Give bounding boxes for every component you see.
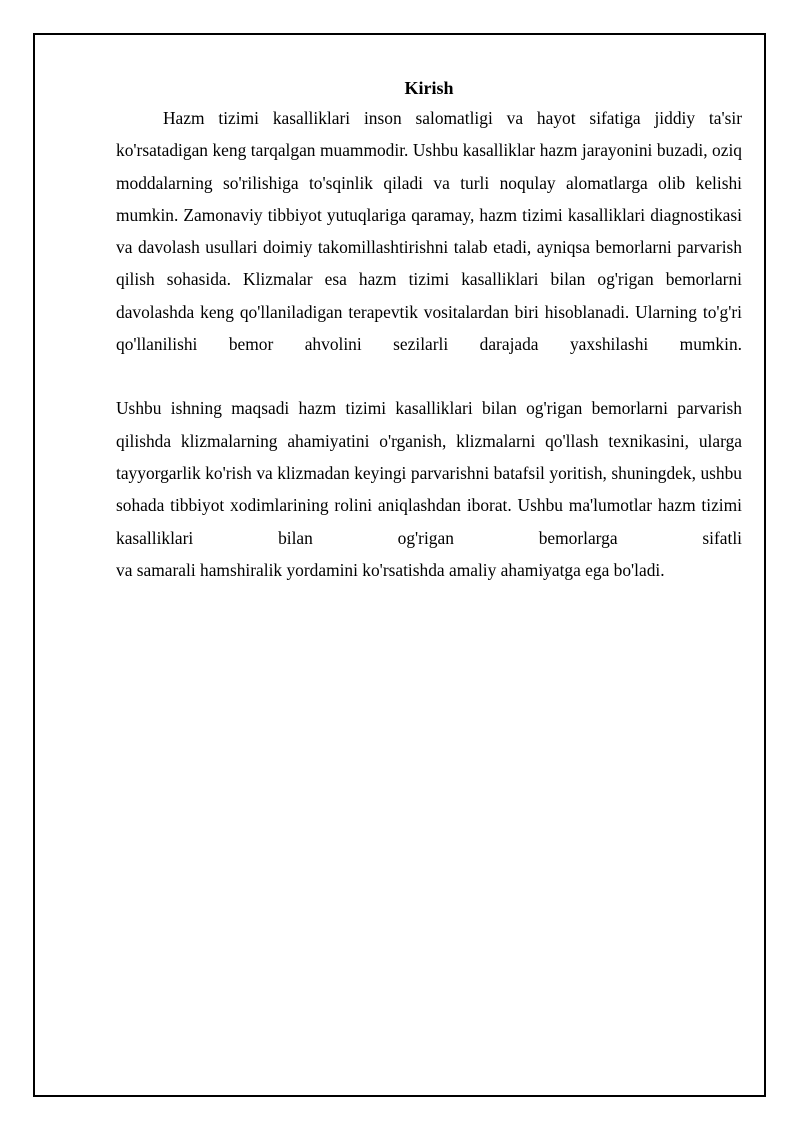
paragraph-objective-body: Ushbu ishning maqsadi hazm tizimi kasalliklari bilan og'rigan bemorlarni parvarish qilishda klizmalarning ahamiyatini o'rganish, klizmalarni qo'llash texnikasini, ularga tayyorgarlik ko'rish va klizmadan keyingi parvarishni batafsil yoritish, shuningdek, ushbu sohada tibbiyot xodimlarining rolini aniqlashdan iborat. Ushbu ma'lumotlar hazm tizimi kasalliklari bilan og'rigan bemorlarga sifatli <box>116 398 742 548</box>
paragraph-objective <box>116 392 742 586</box>
paragraph-introduction: Hazm tizimi kasalliklari inson salomatligi va hayot sifatiga jiddiy ta'sir ko'rsatadigan keng tarqalgan muammodir. Ushbu kasalliklar hazm jarayonini buzadi, oziq moddalarning so'rilishiga to'sqinlik qiladi va turli noqulay alomatlarga olib kelishi mumkin. Zamonaviy tibbiyot yutuqlariga qaramay, hazm tizimi kasalliklari diagnostikasi va davolash usullari doimiy takomillashtirishni talab etadi, ayniqsa bemorlarni parvarish qilish sohasida. Klizmalar esa hazm tizimi kasalliklari bilan og'rigan bemorlarni davolashda keng qo'llaniladigan terapevtik vositalardan biri hisoblanadi. Ularning to'g'ri qo'llanilishi bemor ahvolini sezilarli darajada yaxshilashi mumkin. <box>116 108 742 355</box>
document-body <box>116 74 742 586</box>
paragraph-objective-last-line: va samarali hamshiralik yordamini ko'rsatishda amaliy ahamiyatga ega bo'ladi. <box>116 559 665 580</box>
page-title: Kirish <box>404 78 454 98</box>
